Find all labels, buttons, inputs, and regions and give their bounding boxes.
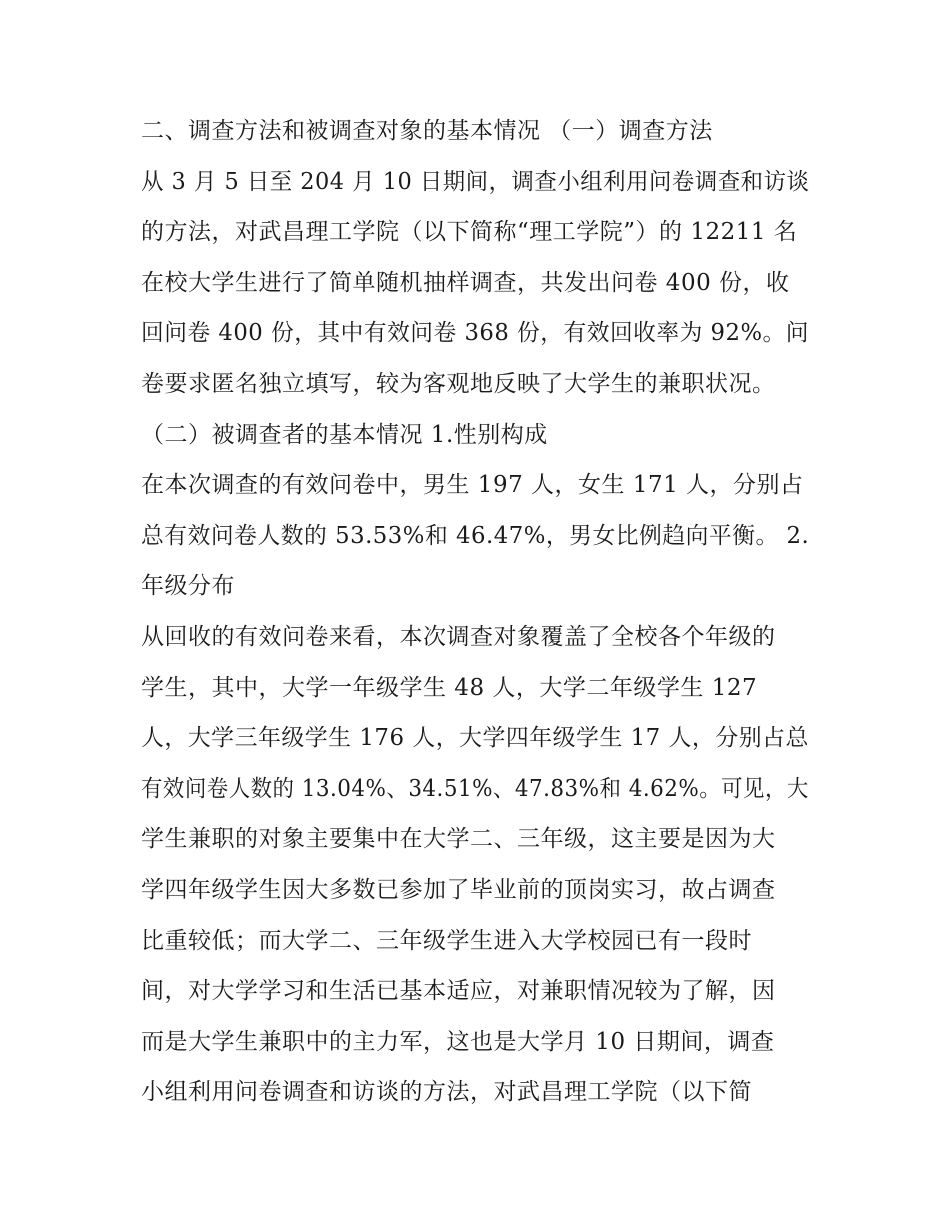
text-line: 的方法，对武昌理工学院（以下简称“理工学院”）的 12211 名	[141, 219, 798, 245]
text-line: 人，大学三年级学生 176 人，大学四年级学生 17 人，分别占总	[141, 725, 809, 751]
text-line: 小组利用问卷调查和访谈的方法，对武昌理工学院（以下简	[141, 1079, 752, 1105]
heading-survey-method: 二、调查方法和被调查对象的基本情况 （一）调查方法	[141, 118, 713, 144]
text-line: 学四年级学生因大多数已参加了毕业前的顶岗实习，故占调查	[141, 877, 776, 903]
text-line: 学生兼职的对象主要集中在大学二、三年级，这主要是因为大	[141, 826, 776, 852]
text-line: 在本次调查的有效问卷中，男生 197 人，女生 171 人，分别占	[141, 472, 804, 498]
text-line: 从回收的有效问卷来看，本次调查对象覆盖了全校各个年级的	[141, 624, 776, 650]
text-line: 回问卷 400 份，其中有效问卷 368 份，有效回收率为 92%。问	[141, 320, 810, 346]
text-line: 卷要求匿名独立填写，较为客观地反映了大学生的兼职状况。	[141, 371, 776, 397]
text-line: 在校大学生进行了简单随机抽样调查，共发出问卷 400 份，收	[141, 270, 790, 296]
heading-respondent-info: （二）被调查者的基本情况 1.性别构成	[141, 422, 548, 448]
text-line: 总有效问卷人数的 53.53%和 46.47%，男女比例趋向平衡。 2.	[141, 523, 810, 549]
text-line: 有效问卷人数的 13.04%、34.51%、47.83%和 4.62%。可见，大	[141, 776, 809, 802]
text-line: 从 3 月 5 日至 204 月 10 日期间，调查小组利用问卷调查和访谈	[141, 169, 810, 195]
text-line: 学生，其中，大学一年级学生 48 人，大学二年级学生 127	[141, 675, 758, 701]
text-line: 间，对大学学习和生活已基本适应，对兼职情况较为了解，因	[141, 978, 776, 1004]
text-line: 而是大学生兼职中的主力军，这也是大学月 10 日期间，调查	[141, 1029, 775, 1055]
text-line: 比重较低；而大学二、三年级学生进入大学校园已有一段时	[141, 928, 752, 954]
heading-grade-distribution: 年级分布	[141, 573, 235, 599]
